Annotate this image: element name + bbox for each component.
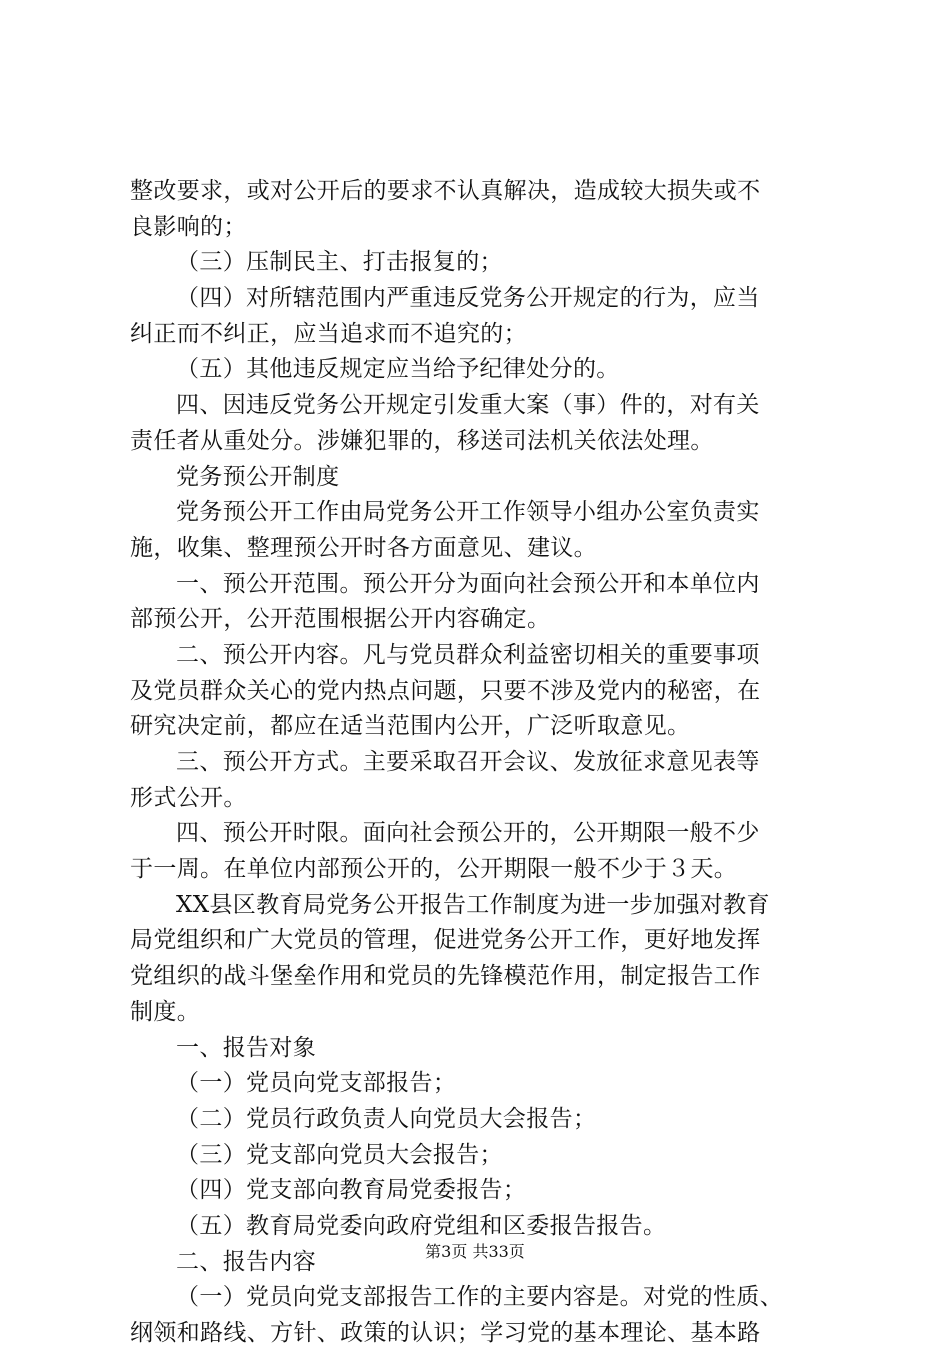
text-line: （一）党员向党支部报告；	[176, 1070, 457, 1097]
text-line: （一）党员向党支部报告工作的主要内容是。对党的性质、	[176, 1284, 784, 1311]
page-footer: 第3页 共33页	[425, 1242, 525, 1261]
text-line: 四、因违反党务公开规定引发重大案（事）件的，对有关	[176, 392, 760, 419]
text-line: （五）其他违反规定应当给予纪律处分的。	[176, 356, 620, 383]
text-line: （三）压制民主、打击报复的；	[176, 249, 503, 276]
text-line: 三、预公开方式。主要采取召开会议、发放征求意见表等	[176, 749, 760, 775]
text-line: 施，收集、整理预公开时各方面意见、建议。	[130, 534, 597, 561]
text-line: 局党组织和广大党员的管理，促进党务公开工作，更好地发挥	[130, 927, 761, 954]
document-body	[130, 174, 830, 1352]
text-line: 二、报告内容	[176, 1248, 317, 1275]
text-line: （四）对所辖范围内严重违反党务公开规定的行为，应当	[176, 285, 760, 312]
text-line: 整改要求，或对公开后的要求不认真解决，造成较大损失或不	[130, 178, 761, 204]
text-line: 研究决定前，都应在适当范围内公开，广泛听取意见。	[130, 713, 691, 740]
text-line: （四）党支部向教育局党委报告；	[176, 1177, 527, 1204]
text-line: 党组织的战斗堡垒作用和党员的先锋模范作用，制定报告工作	[130, 963, 761, 990]
text-line: 纲领和路线、方针、政策的认识；学习党的基本理论、基本路	[130, 1320, 761, 1346]
text-line: 党务预公开工作由局党务公开工作领导小组办公室负责实	[176, 499, 760, 526]
text-line: 二、预公开内容。凡与党员群众利益密切相关的重要事项	[176, 641, 760, 668]
text-line: 纠正而不纠正，应当追求而不追究的；	[130, 320, 527, 347]
text-line: （三）党支部向党员大会报告；	[176, 1141, 503, 1168]
text-line: 及党员群众关心的党内热点问题，只要不涉及党内的秘密，在	[130, 677, 761, 704]
text-line: （二）党员行政负责人向党员大会报告；	[176, 1105, 597, 1132]
text-line: 四、预公开时限。面向社会预公开的，公开期限一般不少	[176, 820, 760, 847]
text-line: XX县区教育局党务公开报告工作制度为进一步加强对教育	[176, 891, 770, 918]
text-line: 责任者从重处分。涉嫌犯罪的，移送司法机关依法处理。	[130, 427, 714, 454]
text-line: 部预公开，公开范围根据公开内容确定。	[130, 606, 551, 633]
text-line: 党务预公开制度	[176, 463, 340, 490]
text-line: 一、预公开范围。预公开分为面向社会预公开和本单位内	[176, 570, 760, 597]
text-line: （五）教育局党委向政府党组和区委报告报告。	[176, 1212, 667, 1239]
text-line: 于一周。在单位内部预公开的，公开期限一般不少于３天。	[130, 856, 738, 883]
text-line: 制度。	[130, 998, 201, 1025]
text-line: 良影响的；	[130, 213, 247, 240]
text-line: 一、报告对象	[176, 1034, 317, 1061]
text-line: 形式公开。	[130, 784, 247, 811]
